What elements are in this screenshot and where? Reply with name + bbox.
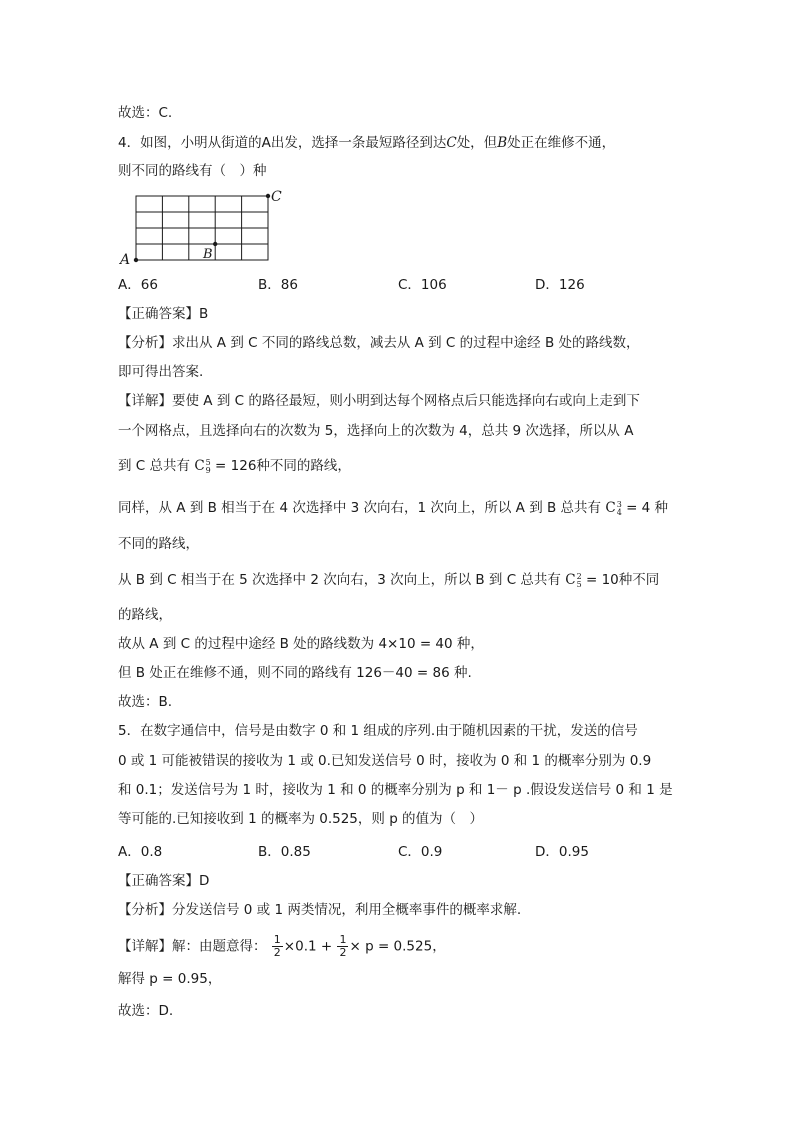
combination-c-4-3 [605,500,621,516]
q4-conclusion: 故选：B. [118,694,173,710]
q4-stem-text: 处正在维修不通， [507,135,616,151]
comb-sub: 9 [205,465,211,475]
q4-point-c: C [446,135,457,151]
q4-detail-line1: 【详解】要使 A 到 C 的路径最短，则小明到达每个网格点后只能选择向右或向上走到下 [118,393,640,409]
frac-den: 2 [339,946,347,959]
q4-stem-text: 处，但 [456,135,498,151]
q5-detail [118,934,446,959]
detail-text: 从 B 到 C 相当于在 5 次选择中 2 次向右，3 次向上，所以 B 到 C 总共有 [118,572,561,588]
q3-conclusion: 故选：C. [118,105,173,121]
frac-num: 1 [273,933,281,946]
q5-option-b: B．0.85 [258,844,311,860]
q4-option-b: B．86 [258,277,298,293]
q5-analysis: 【分析】分发送信号 0 或 1 两类情况，利用全概率事件的概率求解. [118,902,522,918]
q5-answer: 【正确答案】D [118,873,210,889]
q4-option-c: C．106 [398,277,447,293]
detail-text: 【详解】解：由题意得： [118,938,267,955]
q4-detail-line5: 不同的路线， [118,536,199,552]
detail-text: 同样，从 A 到 B 相当于在 4 次选择中 3 次向右，1 次向上，所以 A 到 B 总共有 [118,500,602,516]
comb-sub: 4 [616,507,622,517]
q5-option-d: D．0.95 [535,844,589,860]
q4-detail-line2: 一个网格点，且选择向右的次数为 5，选择向上的次数为 4，总共 9 次选择，所以从 A [118,423,634,439]
detail-text: = 126种不同的路线， [210,458,351,474]
q4-detail-line3 [118,456,351,476]
q5-option-c: C．0.9 [398,844,443,860]
q5-option-a: A．0.8 [118,844,163,860]
detail-text: 到 C 总共有 [118,458,191,474]
detail-text: = 4 种 [621,500,669,516]
q4-option-d: D．126 [535,277,585,293]
q4-answer: 【正确答案】B [118,306,209,322]
grid-lines [136,196,268,260]
combination-c-5-2 [565,572,581,588]
q4-detail-line9: 但 B 处正在维修不通，则不同的路线有 126－40 = 86 种. [118,665,472,681]
comb-sup: 3 [616,499,622,509]
frac-num: 1 [339,933,347,946]
detail-text: = 10种不同 [581,572,660,588]
comb-symbol: C [194,458,205,474]
q4-detail-line4 [118,498,668,518]
point-c-dot [266,194,270,198]
frac-den: 2 [273,946,281,959]
q5-solve: 解得 p = 0.95， [118,971,222,987]
comb-symbol: C [605,500,616,516]
point-b-dot [213,242,217,246]
detail-text: ×0.1 + [283,938,333,955]
q4-stem-line2: 则不同的路线有（ ）种 [118,163,267,179]
q4-analysis-line2: 即可得出答案. [118,364,204,380]
q4-point-a: A [261,135,271,151]
label-a: A [120,252,131,268]
q4-stem-text: 4．如图，小明从街道的 [118,135,262,151]
q4-detail-line8: 故从 A 到 C 的过程中途经 B 处的路线数为 4×10 = 40 种， [118,636,484,652]
comb-symbol: C [565,572,576,588]
q5-conclusion: 故选：D. [118,1003,174,1019]
fraction-one-half [337,934,348,959]
q4-detail-line6 [118,570,659,590]
label-b: B [203,247,213,262]
q4-stem-line1 [118,133,615,153]
q5-stem-line2: 0 或 1 可能被错误的接收为 1 或 0.已知发送信号 0 时，接收为 0 和 1 的概率分别为 0.9 [118,753,652,769]
fraction-one-half [272,934,283,959]
q5-stem-line1: 5．在数字通信中，信号是由数字 0 和 1 组成的序列.由于随机因素的干扰，发送的信号 [118,723,638,739]
q4-point-b: B [497,135,508,151]
q5-stem-line4: 等可能的.已知接收到 1 的概率为 0.525，则 p 的值为（ ） [118,811,484,827]
comb-sup: 5 [205,457,211,467]
q4-analysis-line1: 【分析】求出从 A 到 C 不同的路线总数，减去从 A 到 C 的过程中途经 B 处的路线数， [118,335,640,351]
q4-stem-text: 出发，选择一条最短路径到达 [270,135,447,151]
label-c: C [271,189,282,205]
point-a-dot [134,258,138,262]
q4-option-a: A．66 [118,277,158,293]
q4-detail-line7: 的路线， [118,607,172,623]
comb-sup: 2 [576,571,582,581]
detail-text: × p = 0.525， [349,938,446,955]
combination-c-9-5 [194,458,210,474]
q5-stem-line3: 和 0.1；发送信号为 1 时，接收为 1 和 0 的概率分别为 p 和 1－ p .假设发送信号 0 和 1 是 [118,782,673,798]
street-grid-figure [108,184,298,268]
comb-sub: 5 [576,579,582,589]
